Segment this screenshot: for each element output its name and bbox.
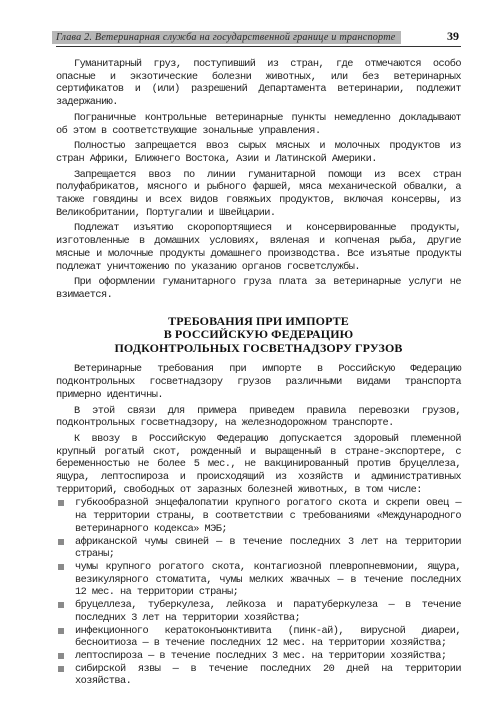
list-item xyxy=(56,536,461,561)
chapter-title: Глава 2. Ветеринарная служба на государственной границе и транспорте xyxy=(52,31,401,44)
list-item-text: инфекционного кератоконъюнктивита (пинк-ай), вирусной диареи, бесноитиоза — в течение последних 12 мес. на территории хозяйства; xyxy=(75,624,461,650)
list-item-text: бруцеллеза, туберкулеза, лейкоза и паратуберкулеза — в течение последних 3 лет на территории хозяйства; xyxy=(75,599,461,624)
section-heading-line: В РОССИЙСКУЮ ФЕДЕРАЦИЮ xyxy=(163,327,354,342)
paragraph: Гуманитарный груз, поступивший из стран, где отмечаются особо опасные и экзотические болезни животных, или без ветеринарных сертификатов и (или) разрешений Департамента ветеринарии, подлежит задержанию. xyxy=(56,58,461,109)
paragraph: Подлежат изъятию скоропортящиеся и консервированные продукты, изготовленные в домашних условиях, вяленая и копченая рыба, другие мясные и молочные продукты домашнего производства. Все изъятые продукты подлежат уничтожению по указанию органов госветслужбы. xyxy=(56,222,461,273)
list-item xyxy=(56,650,461,663)
square-bullet-icon xyxy=(58,564,64,570)
running-header xyxy=(56,26,461,47)
square-bullet-icon xyxy=(58,628,64,634)
paragraph: Полностью запрещается ввоз сырых мясных и молочных продуктов из стран Африки, Ближнего Востока, Азии и Латинской Америки. xyxy=(56,140,461,165)
paragraph: В этой связи для примера приведем правила перевозки грузов, подконтрольных госветнадзору, на железнодорожном транспорте. xyxy=(56,404,461,430)
square-bullet-icon xyxy=(58,666,64,672)
square-bullet-icon xyxy=(58,500,64,506)
paragraph: Запрещается ввоз по линии гуманитарной помощи из всех стран полуфабрикатов, мясного и рыбного фаршей, мяса механической обвалки, а также говядины и всех видов говяжьих продуктов, включая консервы, из Великобритании, Португалии и Швейцарии. xyxy=(56,168,461,219)
list-item xyxy=(56,625,461,650)
paragraph: К ввозу в Российскую Федерацию допускается здоровый племенной крупный рогатый скот, рожденный и выращенный в стране-экспортере, с беременностью не более 5 мес., не вакцинированный против бруцеллеза, ящура, лептоспироза и происходящий из хозяйств и административных территорий, свободных от заразных болезней животных, в том числе: xyxy=(56,432,461,496)
page-body xyxy=(56,58,461,688)
list-item-text: чумы крупного рогатого скота, контагиозной плевропневмонии, ящура, везикулярного стоматита, чумы мелких жвачных — в течение последних 12 мес. на территории страны; xyxy=(75,560,461,599)
section-heading xyxy=(56,315,461,356)
disease-list xyxy=(56,497,461,688)
paragraph: Ветеринарные требования при импорте в Российскую Федерацию подконтрольных госветнадзору грузов различными видами транспорта примерно идентичны. xyxy=(56,363,461,401)
list-item xyxy=(56,599,461,624)
square-bullet-icon xyxy=(58,602,64,608)
list-item xyxy=(56,497,461,535)
square-bullet-icon xyxy=(58,653,64,659)
list-item xyxy=(56,561,461,599)
square-bullet-icon xyxy=(58,539,64,545)
list-item-text: лептоспироза — в течение последних 3 мес. на территории хозяйства; xyxy=(75,649,447,662)
page-number: 39 xyxy=(447,29,459,43)
list-item xyxy=(56,663,461,688)
list-item-text: сибирской язвы — в течение последних 20 дней на территории хозяйства. xyxy=(75,662,461,688)
section-heading-line: ПОДКОНТРОЛЬНЫХ ГОСВЕТНАДЗОРУ ГРУЗОВ xyxy=(114,340,403,355)
paragraph: При оформлении гуманитарного груза плата за ветеринарные услуги не взимается. xyxy=(56,276,461,301)
list-item-text: губкообразной энцефалопатии крупного рогатого скота и скрепи овец — на территории страны, в соответствии с требованиями «Международного ветеринарного кодекса» МЭБ; xyxy=(75,497,461,535)
list-item-text: африканской чумы свиней — в течение последних 3 лет на территории страны; xyxy=(75,535,461,561)
paragraph: Пограничные контрольные ветеринарные пункты немедленно докладывают об этом в соответствующие зональные управления. xyxy=(56,111,461,137)
section-heading-line: ТРЕБОВАНИЯ ПРИ ИМПОРТЕ xyxy=(168,313,349,328)
